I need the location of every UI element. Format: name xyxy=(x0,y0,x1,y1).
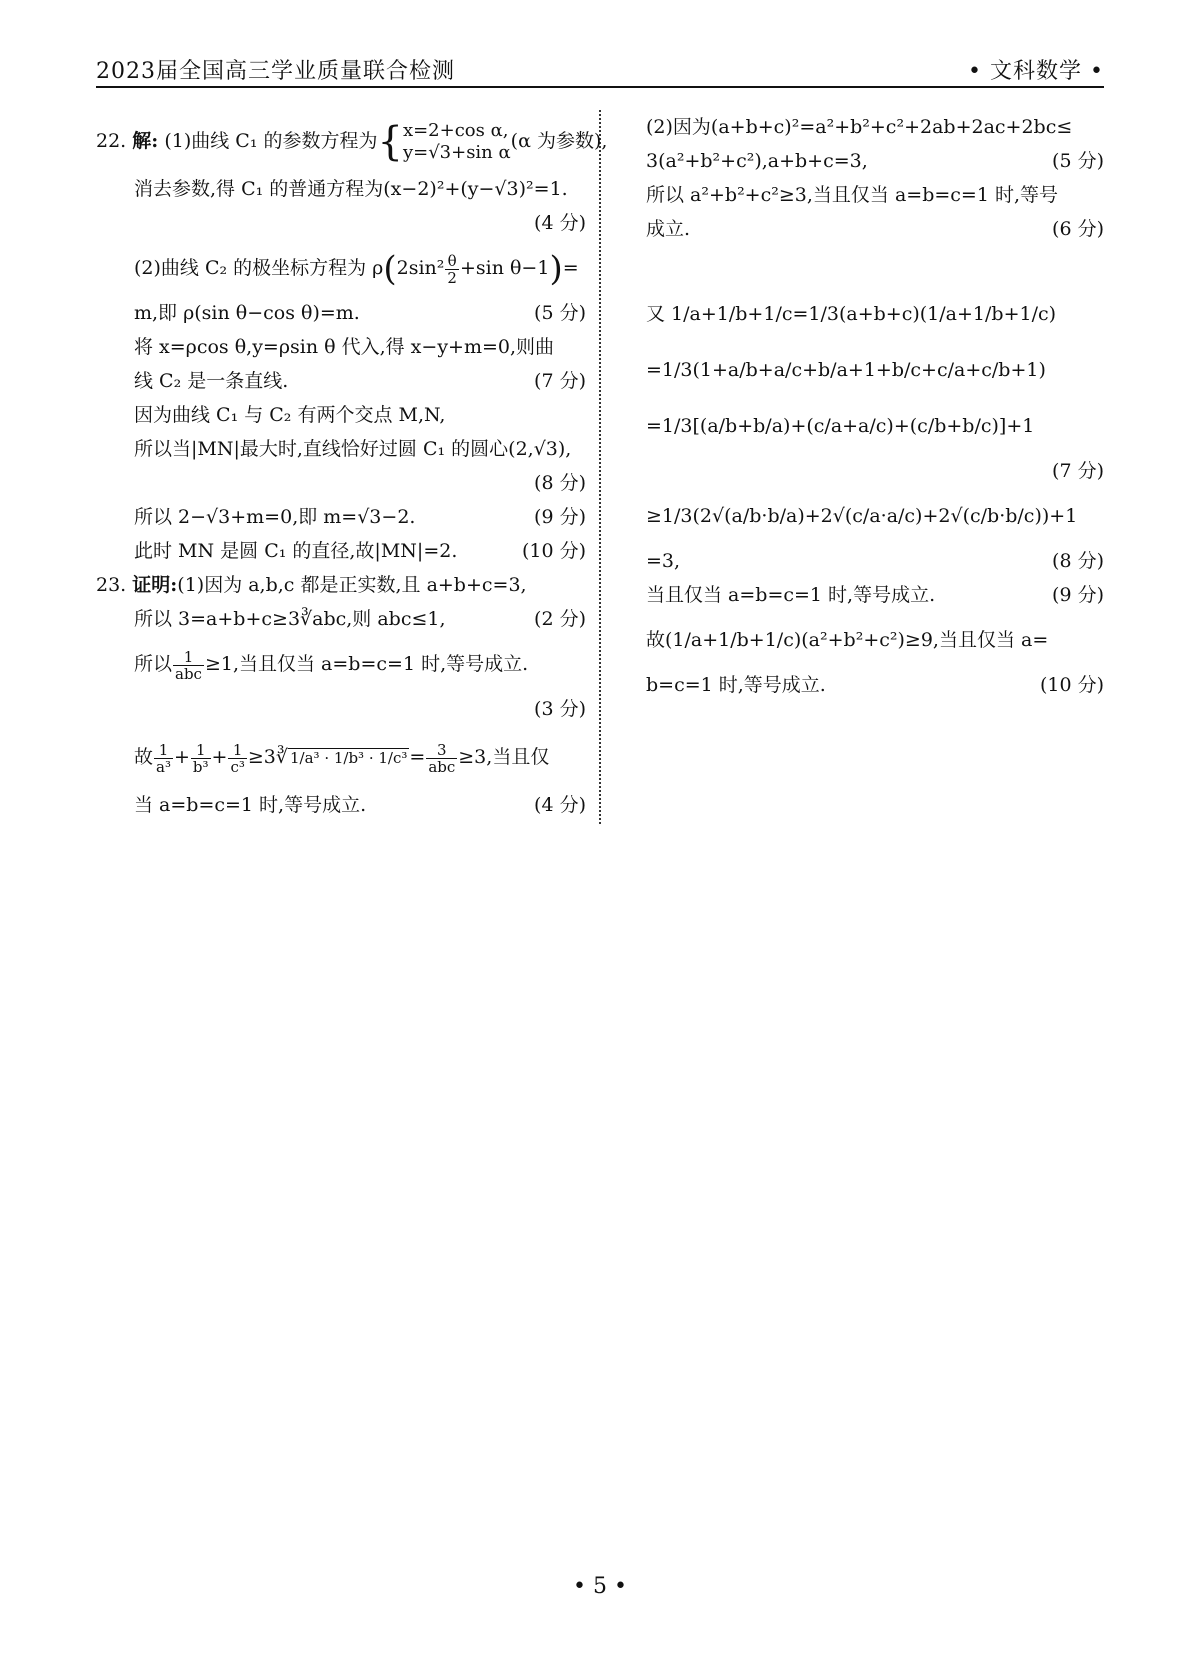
fraction xyxy=(445,253,459,286)
r-line-1 xyxy=(646,110,1104,144)
right-paren: ) xyxy=(549,249,563,289)
q22-text-6: 线 C₂ 是一条直线. xyxy=(134,370,289,392)
fraction-num: 1 xyxy=(228,742,246,759)
column-divider xyxy=(599,110,601,824)
fraction-den: a³ xyxy=(156,757,171,776)
param-eq-y: y=√3+sin α xyxy=(402,142,511,163)
param-system xyxy=(403,120,511,164)
fraction xyxy=(426,742,457,775)
fraction-den: abc xyxy=(175,664,202,683)
q23-text-4c: = xyxy=(409,746,426,768)
fraction-num: θ xyxy=(445,253,459,270)
q23-line-5 xyxy=(96,788,586,822)
score: (7 分) xyxy=(534,370,586,392)
left-column xyxy=(96,110,608,822)
q23-number: 23. xyxy=(96,574,127,596)
r-line-5 xyxy=(646,286,1104,342)
q23-text-1: (1)因为 a,b,c 都是正实数,且 a+b+c=3, xyxy=(177,574,527,596)
score: (8 分) xyxy=(534,472,586,494)
q22-text-7: 因为曲线 C₁ 与 C₂ 有两个交点 M,N, xyxy=(134,404,446,426)
r-text-10: 当且仅当 a=b=c=1 时,等号成立. xyxy=(646,584,936,606)
score: (3 分) xyxy=(534,698,586,720)
fraction-num: 3 xyxy=(426,742,457,759)
score: (9 分) xyxy=(1052,584,1104,606)
r-line-3 xyxy=(646,178,1104,212)
r-text-2: 3(a²+b²+c²),a+b+c=3, xyxy=(646,150,868,172)
r-line-10 xyxy=(646,578,1104,612)
r-text-5: 又 1/a+1/b+1/c=1/3(a+b+c)(1/a+1/b+1/c) xyxy=(646,303,1057,325)
fraction-num: 1 xyxy=(173,649,204,666)
fraction xyxy=(191,742,211,775)
r-line-7 xyxy=(646,398,1104,454)
right-column xyxy=(646,110,1104,702)
q23-line-1 xyxy=(96,568,586,602)
header-rule xyxy=(96,86,1104,88)
fraction-den: c³ xyxy=(230,757,245,776)
q23-label: 证明: xyxy=(132,574,178,596)
q23-text-5: 当 a=b=c=1 时,等号成立. xyxy=(134,794,367,816)
q23-text-4a: 故 xyxy=(134,746,154,768)
q22-text-5: 将 x=ρcos θ,y=ρsin θ 代入,得 x−y+m=0,则曲 xyxy=(134,336,555,358)
q22-line-6 xyxy=(96,364,586,398)
q22-number: 22. xyxy=(96,130,127,152)
q22-text-3c: +sin θ−1 xyxy=(459,257,550,279)
r-score-row-7 xyxy=(646,454,1104,488)
fraction-num: 1 xyxy=(154,742,173,759)
q23-text-3b: ≥1,当且仅当 a=b=c=1 时,等号成立. xyxy=(204,653,529,675)
r-line-4 xyxy=(646,212,1104,246)
r-line-2 xyxy=(646,144,1104,178)
r-line-12 xyxy=(646,668,1104,702)
fraction xyxy=(154,742,173,775)
q22-line-2 xyxy=(96,172,586,206)
score: (4 分) xyxy=(534,212,586,234)
score: (6 分) xyxy=(1052,218,1104,240)
q22-label: 解: xyxy=(132,130,159,152)
q22-line-7 xyxy=(96,398,586,432)
r-line-6 xyxy=(646,342,1104,398)
q22-line-9 xyxy=(96,500,586,534)
q22-text-1: (1)曲线 C₁ 的参数方程为 xyxy=(164,130,378,152)
r-text-9: =3, xyxy=(646,550,681,572)
q23-text-4b: ≥3 xyxy=(247,746,276,768)
cube-root-sign: ∛ xyxy=(275,746,288,768)
r-text-11: 故(1/a+1/b+1/c)(a²+b²+c²)≥9,当且仅当 a= xyxy=(646,629,1049,651)
q22-text-2: 消去参数,得 C₁ 的普通方程为(x−2)²+(y−√3)²=1. xyxy=(134,178,568,200)
r-text-4: 成立. xyxy=(646,218,691,240)
page-header xyxy=(96,50,1104,86)
r-line-11 xyxy=(646,612,1104,668)
q22-score-row-8 xyxy=(96,466,586,500)
fraction-den: b³ xyxy=(192,757,209,776)
score: (2 分) xyxy=(534,608,586,630)
fraction-den: abc xyxy=(428,757,456,776)
score: (9 分) xyxy=(534,506,586,528)
r-text-8: ≥1/3(2√(a/b·b/a)+2√(c/a·a/c)+2√(c/b·b/c))+1 xyxy=(646,505,1078,527)
system-brace: { xyxy=(377,119,403,165)
q22-line-3 xyxy=(96,240,586,296)
q22-line-5 xyxy=(96,330,586,364)
score: (7 分) xyxy=(1052,460,1104,482)
page-number: • 5 • xyxy=(573,1574,627,1599)
q23-line-4: 故 $\frac{1}{\text{a³}}$ + $\frac{1}{\text{b³}}$ + $\frac{1}{\text{c³}}$ ≥3∛ 1/a³ · 1/b³ · 1/c³ = $\frac{3}{\text{abc}}$ ≥3,当且仅 xyxy=(134,740,550,776)
r-text-3: 所以 a²+b²+c²≥3,当且仅当 a=b=c=1 时,等号 xyxy=(646,184,1059,206)
r-text-7: =1/3[(a/b+b/a)+(c/a+a/c)+(c/b+b/c)]+1 xyxy=(646,415,1035,437)
subject-label: • 文科数学 • xyxy=(968,59,1104,84)
fraction-den: 2 xyxy=(447,268,457,287)
q23-line-2 xyxy=(96,602,586,636)
q23-line-3 xyxy=(96,636,586,692)
q22-text-3d: = xyxy=(562,257,579,279)
q22-line-4 xyxy=(96,296,586,330)
q22-text-9: 所以 2−√3+m=0,即 m=√3−2. xyxy=(134,506,416,528)
fraction xyxy=(228,742,246,775)
score: (5 分) xyxy=(534,302,586,324)
fraction xyxy=(173,649,204,682)
spacer xyxy=(646,246,1104,286)
q22-line-8 xyxy=(96,432,586,466)
r-line-8 xyxy=(646,488,1104,544)
r-text-1: (2)因为(a+b+c)²=a²+b²+c²+2ab+2ac+2bc≤ xyxy=(646,116,1073,138)
q22-text-3b: 2sin² xyxy=(396,257,445,279)
score: (4 分) xyxy=(534,794,586,816)
score: (10 分) xyxy=(521,540,586,562)
param-eq-x: x=2+cos α, xyxy=(402,120,509,141)
exam-title: 2023届全国高三学业质量联合检测 xyxy=(96,59,455,84)
cube-root-expr: 1/a³ · 1/b³ · 1/c³ xyxy=(290,749,408,767)
q23-text-4d: ≥3,当且仅 xyxy=(458,746,550,768)
r-text-6: =1/3(1+a/b+a/c+b/a+1+b/c+c/a+c/b+1) xyxy=(646,359,1046,381)
left-paren: ( xyxy=(383,249,397,289)
q22-text-1b: (α 为参数), xyxy=(510,130,608,152)
q22-score-row-4 xyxy=(96,206,586,240)
q22-text-3a: (2)曲线 C₂ 的极坐标方程为 ρ xyxy=(134,257,384,279)
q22-text-4: m,即 ρ(sin θ−cos θ)=m. xyxy=(134,302,360,324)
q22-text-10: 此时 MN 是圆 C₁ 的直径,故|MN|=2. xyxy=(134,540,458,562)
q22-line-10 xyxy=(96,534,586,568)
q23-text-2: 所以 3=a+b+c≥3∛abc,则 abc≤1, xyxy=(134,608,446,630)
fraction-num: 1 xyxy=(191,742,211,759)
score: (8 分) xyxy=(1052,550,1104,572)
score: (10 分) xyxy=(1039,674,1104,696)
q22-line-1 xyxy=(96,110,608,172)
q22-text-8: 所以当|MN|最大时,直线恰好过圆 C₁ 的圆心(2,√3), xyxy=(134,438,572,460)
r-text-12: b=c=1 时,等号成立. xyxy=(646,674,826,696)
q23-score-row-3 xyxy=(96,692,586,726)
q23-text-3a: 所以 xyxy=(134,653,173,675)
r-line-9 xyxy=(646,544,1104,578)
score: (5 分) xyxy=(1052,150,1104,172)
